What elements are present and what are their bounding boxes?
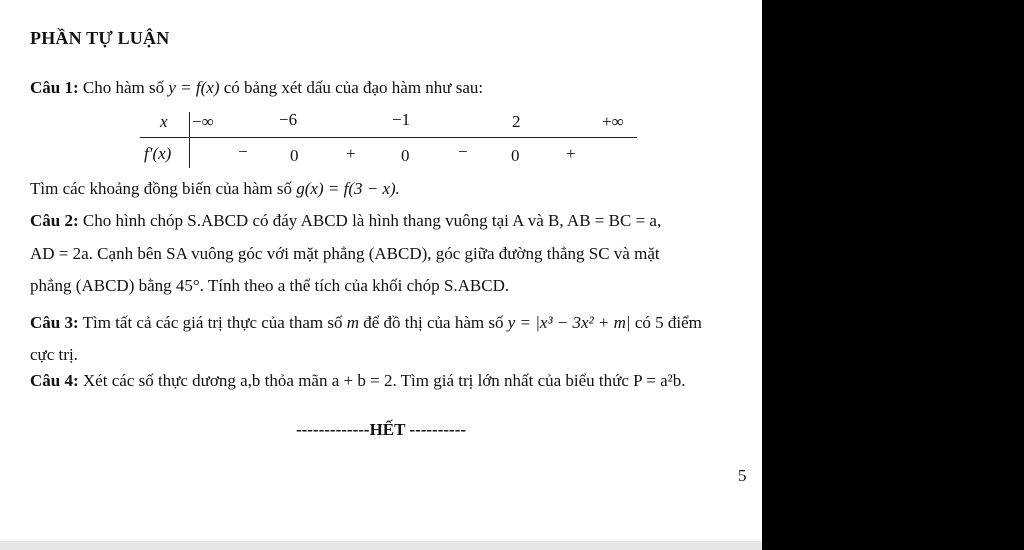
sign-table-sign: 0 — [401, 146, 410, 165]
question-3-text-c: có 5 điểm — [630, 313, 702, 332]
question-1-func: y = f(x) — [168, 78, 220, 97]
question-3-param: m — [346, 313, 359, 332]
question-3-func: y = |x³ − 3x² + m| — [507, 313, 631, 332]
sign-table-x-label: x — [160, 112, 168, 131]
sign-table-x-value: −6 — [279, 110, 298, 129]
sign-table-sign: 0 — [290, 146, 299, 165]
sign-table-vline — [189, 112, 190, 168]
page-number: 5 — [738, 466, 747, 485]
question-4-line — [30, 371, 685, 391]
section-heading: PHẦN TỰ LUẬN — [30, 28, 170, 48]
sign-table-x-value: −∞ — [192, 112, 214, 131]
sign-table-sign: + — [346, 144, 356, 163]
question-3-text-a: Tìm tất cả các giá trị thực của tham số — [78, 313, 347, 332]
sign-table-sign: − — [238, 142, 248, 161]
question-2-line-3: phẳng (ABCD) bằng 45°. Tính theo a thể tích của khối chóp S.ABCD. — [30, 276, 510, 295]
sign-table-x-value: −1 — [392, 110, 411, 129]
question-2-text-1: Cho hình chóp S.ABCD có đáy ABCD là hình thang vuông tại A và B, AB = BC = a, — [78, 211, 662, 230]
question-1-g-func: g(x) = f(3 − x). — [296, 179, 400, 198]
question-4-label: Câu 4: — [30, 371, 79, 390]
question-1-task-text: Tìm các khoảng đồng biến của hàm số — [30, 179, 297, 198]
sign-table-x-value: 2 — [512, 112, 521, 131]
question-3-label: Câu 3: — [30, 313, 79, 332]
question-3-line-1 — [30, 313, 702, 333]
page-bottom-bar — [0, 541, 762, 550]
sign-table-sign: + — [566, 144, 576, 163]
question-1-line — [30, 78, 483, 98]
question-3-text-b: để đồ thị của hàm số — [359, 313, 508, 332]
sign-table-hline — [140, 137, 637, 138]
question-4-text: Xét các số thực dương a,b thỏa mãn a + b = 2. Tìm giá trị lớn nhất của biểu thức P = a²b. — [78, 371, 686, 390]
question-2-line-1 — [30, 211, 661, 231]
question-1-label: Câu 1: — [30, 78, 79, 97]
sign-table-x-value: +∞ — [602, 112, 624, 131]
question-2-label: Câu 2: — [30, 211, 79, 230]
sign-table-sign: − — [458, 142, 468, 161]
sign-table-sign: 0 — [511, 146, 520, 165]
question-1-text-b: có bảng xét dấu của đạo hàm như sau: — [219, 78, 484, 97]
question-2-line-2: AD = 2a. Cạnh bên SA vuông góc với mặt phẳng (ABCD), góc giữa đường thẳng SC và mặt — [30, 244, 660, 263]
end-marker: -------------HẾT ---------- — [295, 420, 467, 439]
question-3-line-2: cực trị. — [30, 345, 78, 364]
sign-table-f-label: f′(x) — [144, 144, 172, 163]
question-1-text-a: Cho hàm số — [78, 78, 169, 97]
question-1-task — [30, 179, 400, 199]
sign-table — [140, 108, 640, 170]
